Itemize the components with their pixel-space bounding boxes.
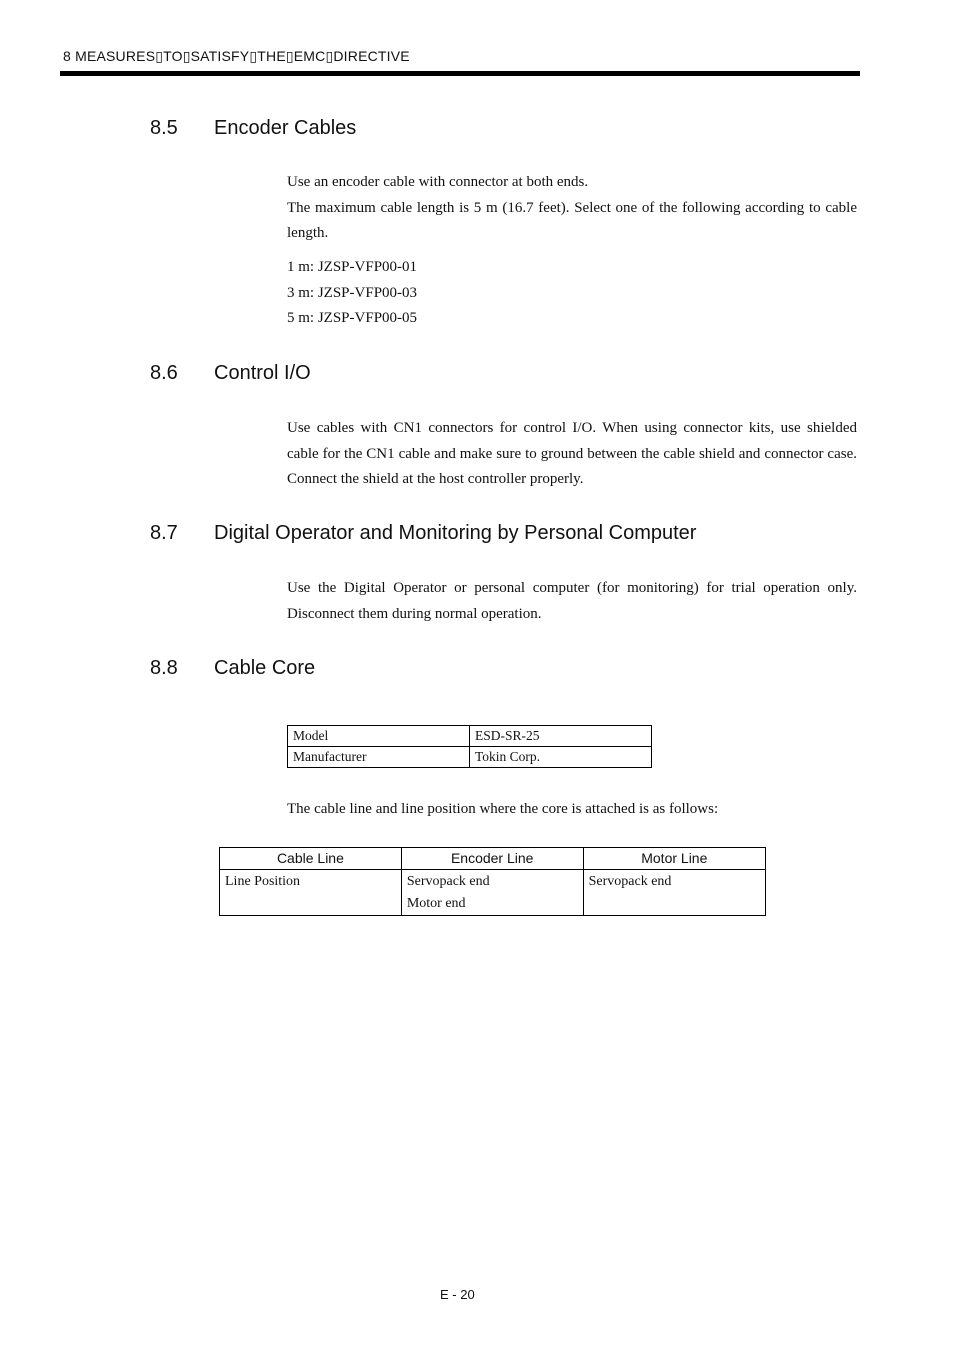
cell-line: Servopack end <box>406 874 490 889</box>
table-cell <box>220 870 402 916</box>
paragraph: Use an encoder cable with connector at both ends. <box>287 174 589 190</box>
table-row <box>220 870 766 916</box>
section-number: 8.7 <box>150 522 178 544</box>
column-header: Encoder Line <box>401 848 583 870</box>
paragraph: The maximum cable length is 5 m (16.7 feet). Select one of the following according to cable length. <box>287 199 857 241</box>
table-cell: ESD-SR-25 <box>470 726 652 747</box>
cell-line: Motor end <box>406 896 466 911</box>
cell-line: Servopack end <box>588 874 672 889</box>
paragraph: Use cables with CN1 connectors for control I/O. When using connector kits, use shielded cable for the CN1 cable and make sure to ground between the cable shield and connector case. Connect the shield at the host controller properly. <box>287 420 857 487</box>
section-title: Cable Core <box>214 657 316 679</box>
section-heading-8-6 <box>150 362 311 385</box>
section-number: 8.5 <box>150 117 178 139</box>
control-io-text <box>287 416 857 493</box>
section-number: 8.8 <box>150 657 178 679</box>
page-number: E - 20 <box>440 1287 475 1302</box>
paragraph: The cable line and line position where the core is attached is as follows: <box>287 801 719 817</box>
table-cell: Manufacturer <box>288 747 470 768</box>
section-number: 8.6 <box>150 362 178 384</box>
section-title: Control I/O <box>214 362 311 384</box>
section-heading-8-7 <box>150 522 696 545</box>
section-heading-8-5 <box>150 117 356 140</box>
header-rule <box>60 71 860 76</box>
core-position-intro <box>287 797 857 823</box>
table-header-row <box>220 848 766 870</box>
table-row <box>288 726 652 747</box>
paragraph: Use the Digital Operator or personal computer (for monitoring) for trial operation only. Disconnect them during normal operation. <box>287 580 857 622</box>
section-heading-8-8 <box>150 657 315 680</box>
column-header: Motor Line <box>583 848 765 870</box>
digital-operator-text <box>287 576 857 627</box>
column-header: Cable Line <box>220 848 402 870</box>
list-item: 1 m: JZSP-VFP00-01 <box>287 259 418 275</box>
list-item: 3 m: JZSP-VFP00-03 <box>287 284 418 301</box>
table-cell: Model <box>288 726 470 747</box>
cable-model-list <box>287 255 857 332</box>
section-title: Digital Operator and Monitoring by Personal Computer <box>214 522 697 544</box>
core-position-table <box>219 847 766 916</box>
table-cell: Tokin Corp. <box>470 747 652 768</box>
table-cell <box>583 870 765 916</box>
table-cell <box>401 870 583 916</box>
running-header: 8 MEASURES▯TO▯SATISFY▯THE▯EMC▯DIRECTIVE <box>63 48 410 64</box>
section-title: Encoder Cables <box>214 117 357 139</box>
encoder-cables-text <box>287 170 857 247</box>
cell-line: Line Position <box>225 874 301 889</box>
list-item: 5 m: JZSP-VFP00-05 <box>287 310 418 326</box>
table-row <box>288 747 652 768</box>
core-spec-table <box>287 725 652 768</box>
